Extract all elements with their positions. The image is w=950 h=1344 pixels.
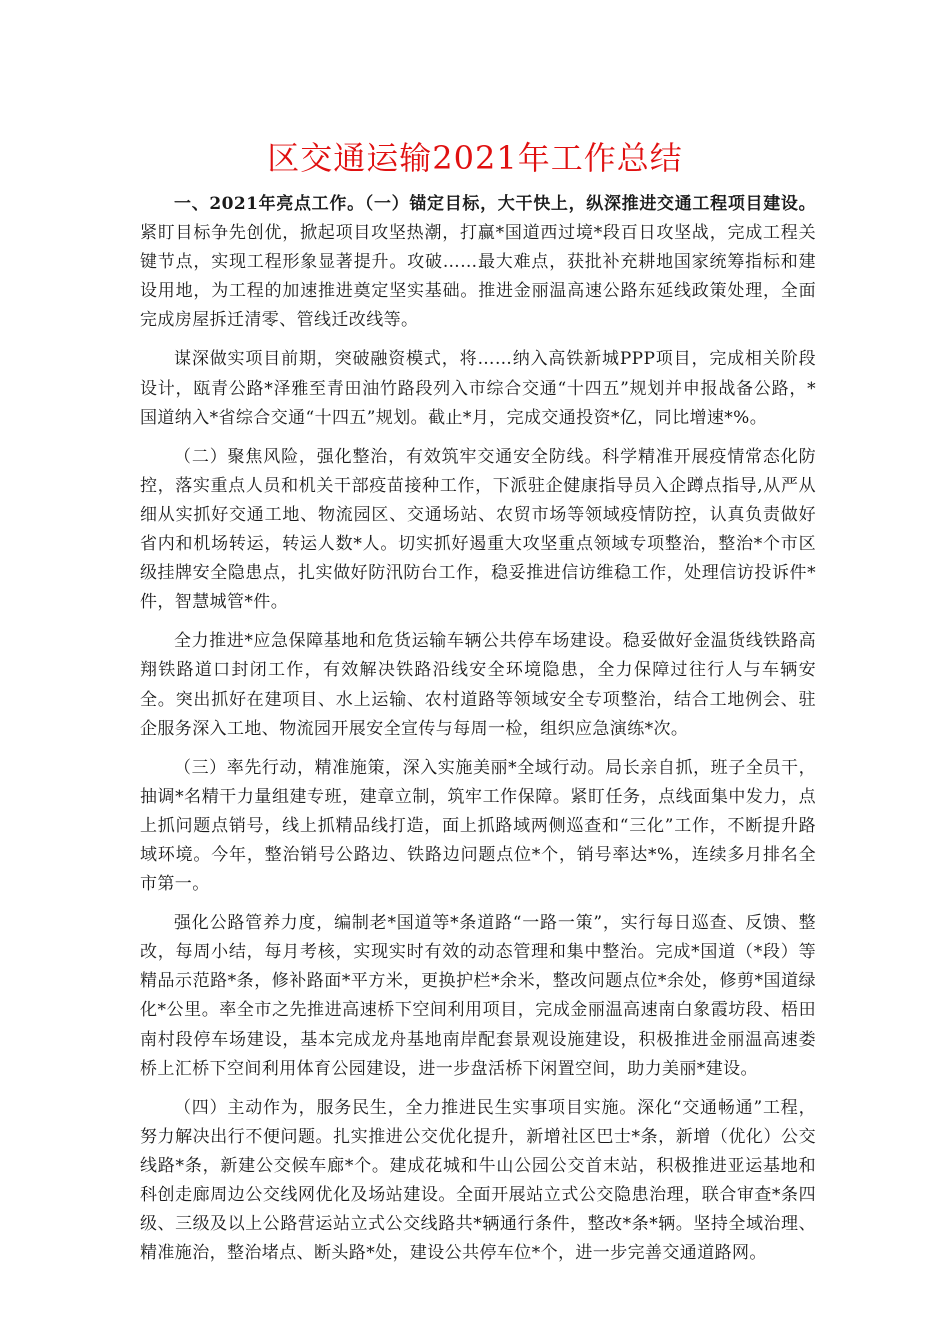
paragraph-5-text: （三）率先行动，精准施策，深入实施美丽*全域行动。局长亲自抓，班子全员干，抽调*名精干力量组建专班，建章立制，筑牢工作保障。紧盯任务，点线面集中发力，点上抓问题点销号，线上抓精品线打造，面上抓路域两侧巡查和“三化”工作，不断提升路域环境。今年，整治销号公路边、铁路边问题点位*个，销号率达*%，连续多月排名全市第一。 — [140, 757, 816, 895]
paragraph-3 — [140, 443, 816, 618]
paragraph-6 — [140, 909, 816, 1084]
paragraph-1 — [140, 190, 816, 335]
paragraph-5 — [140, 754, 816, 899]
paragraph-1-text: 紧盯目标争先创优，掀起项目攻坚热潮，打赢*国道西过境*段百日攻坚战，完成工程关键节点，实现工程形象显著提升。攻破……最大难点，获批补充耕地国家统筹指标和建设用地，为工程的加速推进奠定坚实基础。推进金丽温高速公路东延线政策处理，全面完成房屋拆迁清零、管线迁改线等。 — [140, 223, 816, 331]
paragraph-4 — [140, 627, 816, 743]
paragraph-3-text: （二）聚焦风险，强化整治，有效筑牢交通安全防线。科学精准开展疫情常态化防控，落实重点人员和机关干部疫苗接种工作，下派驻企健康指导员入企蹲点指导,从严从细从实抓好交通工地、物流园区、交通场站、农贸市场等领域疫情防控，认真负责做好省内和机场转运，转运人数*人。切实抓好遏重大攻坚重点领域专项整治，整治*个市区级挂牌安全隐患点，扎实做好防汛防台工作，稳妥推进信访维稳工作，处理信访投诉件*件，智慧城管*件。 — [140, 446, 816, 613]
paragraph-2 — [140, 345, 816, 432]
paragraph-7 — [140, 1094, 816, 1269]
paragraph-4-text: 全力推进*应急保障基地和危货运输车辆公共停车场建设。稳妥做好金温货线铁路高翔铁路道口封闭工作，有效解决铁路沿线安全环境隐患，全力保障过往行人与车辆安全。突出抓好在建项目、水上运输、农村道路等领域安全专项整治，结合工地例会、驻企服务深入工地、物流园开展安全宣传与每周一检，组织应急演练*次。 — [140, 631, 816, 739]
paragraph-1-lead: 一、2021年亮点工作。（一）锚定目标，大干快上，纵深推进交通工程项目建设。 — [174, 194, 816, 214]
document-body — [140, 190, 816, 1278]
document-title: 区交通运输2021年工作总结 — [267, 139, 683, 177]
paragraph-6-text: 强化公路管养力度，编制老*国道等*条道路“一路一策”，实行每日巡查、反馈、整改，每周小结，每月考核，实现实时有效的动态管理和集中整治。完成*国道（*段）等精品示范路*条，修补路面*平方米，更换护栏*余米，整改问题点位*余处，修剪*国道绿化*公里。率全市之先推进高速桥下空间利用项目，完成金丽温高速南白象霞坊段、梧田南村段停车场建设，基本完成龙舟基地南岸配套景观设施建设，积极推进金丽温高速娄桥上汇桥下空间利用体育公园建设，进一步盘活桥下闲置空间，助力美丽*建设。 — [140, 913, 816, 1079]
paragraph-7-text: （四）主动作为，服务民生，全力推进民生实事项目实施。深化“交通畅通”工程，努力解决出行不便问题。扎实推进公交优化提升，新增社区巴士*条，新增（优化）公交线路*条，新建公交候车廊*个。建成花城和牛山公园公交首末站，积极推进亚运基地和科创走廊周边公交线网优化及场站建设。全面开展站立式公交隐患治理，联合审查*条四级、三级及以上公路营运站立式公交线路共*辆通行条件，整改*条*辆。坚持全域治理、精准施治，整治堵点、断头路*处，建设公共停车位*个，进一步完善交通道路网。 — [140, 1097, 816, 1264]
paragraph-2-text: 谋深做实项目前期，突破融资模式，将……纳入高铁新城PPP项目，完成相关阶段设计，瓯青公路*泽雅至青田油竹路段列入市综合交通“十四五”规划并申报战备公路，*国道纳入*省综合交通“十四五”规划。截止*月，完成交通投资*亿，同比增速*%。 — [140, 349, 816, 428]
